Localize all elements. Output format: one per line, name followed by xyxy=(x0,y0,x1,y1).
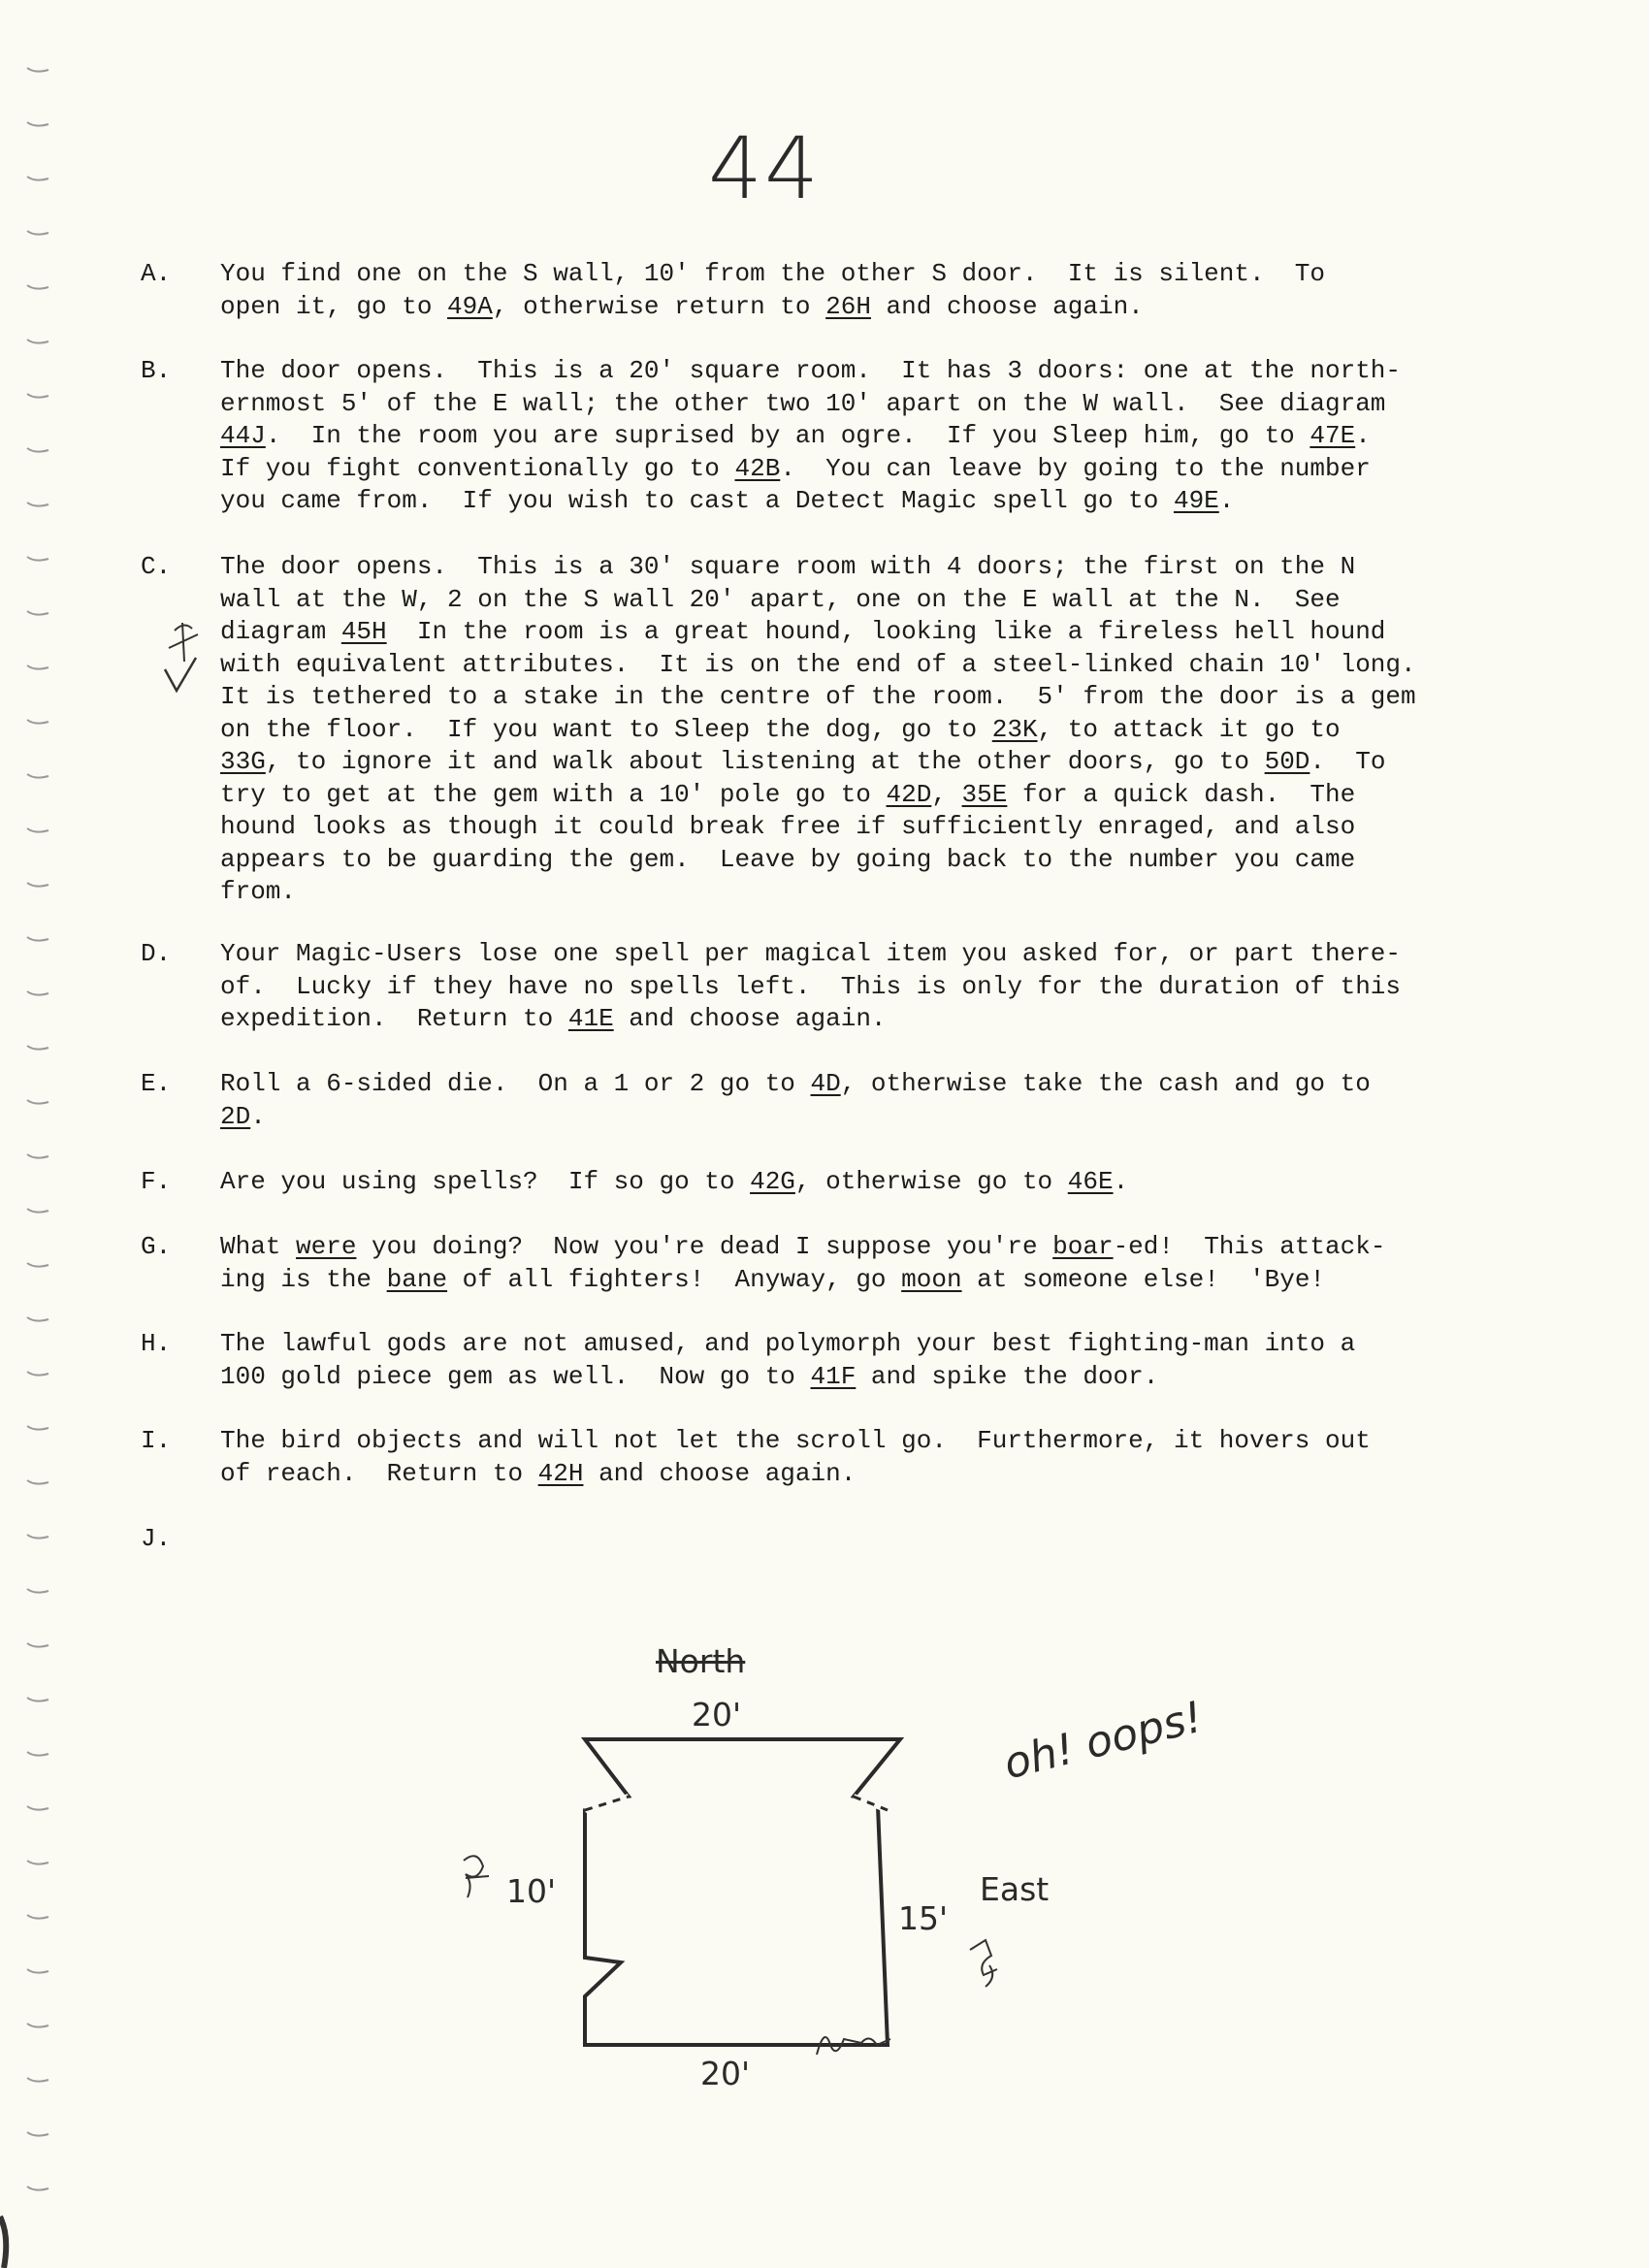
ref-boar[interactable]: boar xyxy=(1052,1232,1114,1261)
ref-4d[interactable]: 4D xyxy=(810,1069,841,1098)
entry-letter: G. xyxy=(141,1232,172,1261)
entry-letter: E. xyxy=(141,1069,172,1098)
west-upper-door xyxy=(585,1797,629,1810)
entry-letter: A. xyxy=(141,259,172,288)
entry-text xyxy=(220,1231,1385,1296)
entry-line: You find one on the S wall, 10' from the other S door. It is silent. To xyxy=(220,259,1325,288)
entry-line: 33G, to ignore it and walk about listening at the other doors, go to 50D. To xyxy=(220,747,1386,776)
entry-line: The door opens. This is a 30' square room with 4 doors; the first on the N xyxy=(220,552,1356,581)
entry-text xyxy=(220,1166,1128,1199)
top-width-label: 20' xyxy=(692,1696,742,1733)
room-walls xyxy=(585,1739,900,2045)
ref-35e[interactable]: 35E xyxy=(961,779,1008,809)
ref-46e[interactable]: 46E xyxy=(1067,1167,1114,1196)
entry-line: diagram 45H In the room is a great hound, looking like a fireless hell hound xyxy=(220,617,1386,646)
ref-were[interactable]: were xyxy=(296,1232,357,1261)
entry-letter: I. xyxy=(141,1426,172,1455)
ref-bane[interactable]: bane xyxy=(386,1264,448,1294)
ref-42h[interactable]: 42H xyxy=(537,1458,584,1488)
entry-text xyxy=(220,258,1325,323)
entry-letter: F. xyxy=(141,1167,172,1196)
ref-33g[interactable]: 33G xyxy=(220,747,266,776)
ref-42g[interactable]: 42G xyxy=(750,1167,795,1196)
ref-49a[interactable]: 49A xyxy=(447,291,493,321)
east-scribble xyxy=(970,1940,997,1987)
ref-41f[interactable]: 41F xyxy=(810,1361,857,1391)
entry-letter: J. xyxy=(141,1524,172,1553)
entry-line: The lawful gods are not amused, and polymorph your best fighting-man into a xyxy=(220,1329,1356,1358)
east-label: East xyxy=(980,1870,1050,1908)
entry-line: The door opens. This is a 20' square room. It has 3 doors: one at the north- xyxy=(220,356,1401,385)
entry-line: Your Magic-Users lose one spell per magical item you asked for, or part there- xyxy=(220,939,1401,968)
entry-line: 2D. xyxy=(220,1101,266,1131)
ref-42d[interactable]: 42D xyxy=(886,779,932,809)
ref-2d[interactable]: 2D xyxy=(220,1101,251,1131)
entry-line: with equivalent attributes. It is on the end of a steel-linked chain 10' long. xyxy=(220,649,1416,679)
entry-letter: D. xyxy=(141,939,172,968)
ref-42b[interactable]: 42B xyxy=(734,453,781,483)
entry-line: 44J. In the room you are suprised by an ogre. If you Sleep him, go to 47E. xyxy=(220,421,1371,450)
entry-letter: B. xyxy=(141,356,172,385)
bottom-width-label: 20' xyxy=(700,2055,751,2092)
entry-text xyxy=(220,355,1401,518)
entry-letter: C. xyxy=(141,552,172,581)
entry-line: appears to be guarding the gem. Leave by going back to the number you came xyxy=(220,844,1356,874)
entry-line: hound looks as though it could break free if sufficiently enraged, and also xyxy=(220,812,1356,841)
margin-tick-mark xyxy=(155,613,213,700)
entry-line: of reach. Return to 42H and choose again. xyxy=(220,1458,857,1488)
ref-26h[interactable]: 26H xyxy=(825,291,871,321)
north-label: North xyxy=(656,1642,746,1680)
ref-49e[interactable]: 49E xyxy=(1173,486,1219,515)
entry-text xyxy=(220,1068,1371,1133)
page-number: 44 xyxy=(708,118,821,218)
west-wall-label: 10' xyxy=(506,1872,557,1910)
ref-41e[interactable]: 41E xyxy=(567,1004,614,1033)
entry-line: from. xyxy=(220,877,297,906)
entry-line: If you fight conventionally go to 42B. You can leave by going to the number xyxy=(220,453,1371,483)
handwritten-note: oh! oops! xyxy=(999,1692,1208,1790)
west-scribble xyxy=(464,1856,489,1897)
entry-text xyxy=(220,1328,1355,1393)
corner-scribble xyxy=(817,2037,890,2055)
entry-text xyxy=(220,1425,1371,1490)
entry-line: on the floor. If you want to Sleep the dog, go to 23K, to attack it go to xyxy=(220,714,1341,744)
ref-45h[interactable]: 45H xyxy=(340,617,387,646)
entry-line: The bird objects and will not let the scroll go. Furthermore, it hovers out xyxy=(220,1426,1371,1455)
entry-line: Roll a 6-sided die. On a 1 or 2 go to 4D, otherwise take the cash and go to xyxy=(220,1069,1371,1098)
ref-50d[interactable]: 50D xyxy=(1264,747,1310,776)
entry-line: expedition. Return to 41E and choose again. xyxy=(220,1004,887,1033)
entry-line: of. Lucky if they have no spells left. This is only for the duration of this xyxy=(220,971,1401,1001)
binding-margin xyxy=(0,0,58,2268)
entry-line: wall at the W, 2 on the S wall 20' apart, one on the E wall at the N. See xyxy=(220,584,1341,614)
entry-letter: H. xyxy=(141,1329,172,1358)
entry-text xyxy=(220,551,1416,909)
entry-line: try to get at the gem with a 10' pole go to 42D, 35E for a quick dash. The xyxy=(220,779,1356,809)
east-height-label: 15' xyxy=(898,1899,949,1937)
entry-line: ing is the bane of all fighters! Anyway, go moon at someone else! 'Bye! xyxy=(220,1264,1326,1294)
entry-line: 100 gold piece gem as well. Now go to 41F and spike the door. xyxy=(220,1361,1159,1391)
entry-text xyxy=(220,938,1401,1036)
entry-line: What were you doing? Now you're dead I suppose you're boar-ed! This attack- xyxy=(220,1232,1386,1261)
ref-47e[interactable]: 47E xyxy=(1310,421,1356,450)
entry-line: Are you using spells? If so go to 42G, otherwise go to 46E. xyxy=(220,1167,1129,1196)
entry-line: It is tethered to a stake in the centre of the room. 5' from the door is a gem xyxy=(220,682,1416,711)
ref-44j[interactable]: 44J xyxy=(220,421,266,450)
entry-line: ernmost 5' of the E wall; the other two 10' apart on the W wall. See diagram xyxy=(220,388,1386,418)
ref-23k[interactable]: 23K xyxy=(991,714,1038,744)
entry-line: you came from. If you wish to cast a Detect Magic spell go to 49E. xyxy=(220,486,1235,515)
ref-moon[interactable]: moon xyxy=(901,1264,962,1294)
east-door xyxy=(854,1797,888,1810)
entry-line: open it, go to 49A, otherwise return to 26H and choose again. xyxy=(220,291,1144,321)
